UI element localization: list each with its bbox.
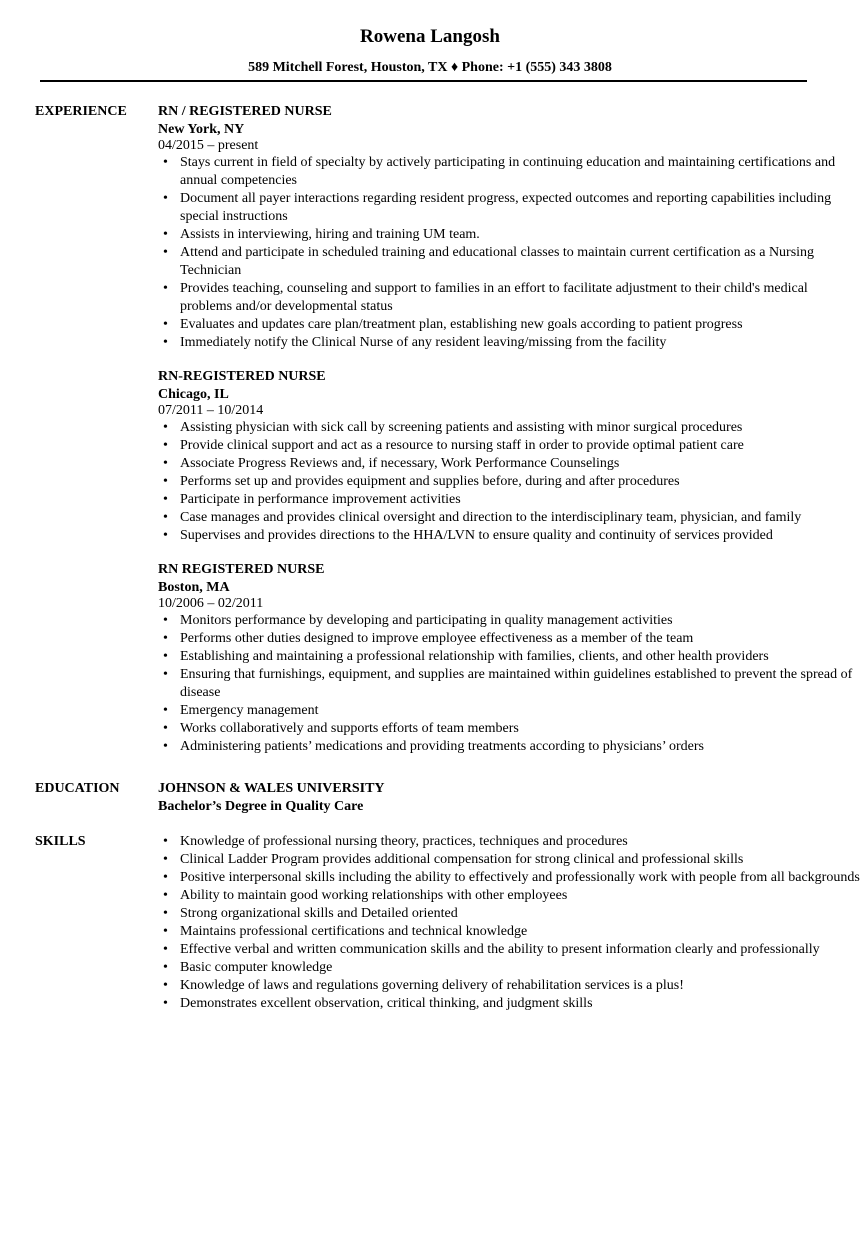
contact-line: 589 Mitchell Forest, Houston, TX ♦ Phone: +1 (555) 343 3808 bbox=[248, 60, 612, 75]
list-item: • Clinical Ladder Program provides additional compensation for strong clinical and professional skills bbox=[158, 851, 860, 869]
education-body bbox=[158, 780, 860, 815]
experience-section bbox=[0, 103, 860, 772]
job-dates: 07/2011 – 10/2014 bbox=[158, 403, 264, 418]
job-title: RN / REGISTERED NURSE bbox=[158, 104, 332, 119]
list-item: • Monitors performance by developing and participating in quality management activities bbox=[158, 612, 860, 630]
list-item: • Provides teaching, counseling and support to families in an effort to facilitate adjustment to their child's medical problems and/or developmental status bbox=[158, 280, 860, 316]
list-item: • Basic computer knowledge bbox=[158, 959, 860, 977]
list-item: • Establishing and maintaining a professional relationship with families, clients, and other health providers bbox=[158, 648, 860, 666]
job-location: New York, NY bbox=[158, 122, 245, 137]
list-item: • Attend and participate in scheduled training and educational classes to maintain current certification as a Nursing Technician bbox=[158, 244, 860, 280]
school-name: JOHNSON & WALES UNIVERSITY bbox=[158, 781, 385, 796]
job-bullets bbox=[158, 419, 860, 545]
skills-list bbox=[158, 833, 860, 1013]
job-dates: 04/2015 – present bbox=[158, 138, 259, 153]
list-item: • Evaluates and updates care plan/treatment plan, establishing new goals according to patient progress bbox=[158, 316, 860, 334]
list-item: • Strong organizational skills and Detailed oriented bbox=[158, 905, 860, 923]
job-entry bbox=[158, 561, 860, 756]
degree-name: Bachelor’s Degree in Quality Care bbox=[158, 799, 364, 814]
candidate-name: Rowena Langosh bbox=[360, 26, 500, 47]
experience-body bbox=[158, 103, 860, 772]
job-bullets bbox=[158, 154, 860, 352]
list-item: • Works collaboratively and supports efforts of team members bbox=[158, 720, 860, 738]
list-item: • Performs set up and provides equipment and supplies before, during and after procedures bbox=[158, 473, 860, 491]
job-bullets bbox=[158, 612, 860, 756]
list-item: • Ensuring that furnishings, equipment, and supplies are maintained within guidelines established to prevent the spread of disease bbox=[158, 666, 860, 702]
list-item: • Maintains professional certifications and technical knowledge bbox=[158, 923, 860, 941]
list-item: • Positive interpersonal skills including the ability to effectively and professionally work with people from all backgrounds bbox=[158, 869, 860, 887]
list-item: • Associate Progress Reviews and, if necessary, Work Performance Counselings bbox=[158, 455, 860, 473]
section-title-experience: EXPERIENCE bbox=[35, 104, 127, 119]
list-item: • Stays current in field of specialty by actively participating in continuing education and maintaining certifications and annual competencies bbox=[158, 154, 860, 190]
section-title-skills: SKILLS bbox=[35, 834, 86, 849]
list-item: • Demonstrates excellent observation, critical thinking, and judgment skills bbox=[158, 995, 860, 1013]
list-item: • Knowledge of laws and regulations governing delivery of rehabilitation services is a plus! bbox=[158, 977, 860, 995]
list-item: • Ability to maintain good working relationships with other employees bbox=[158, 887, 860, 905]
job-entry bbox=[158, 103, 860, 352]
list-item: • Emergency management bbox=[158, 702, 860, 720]
header-divider bbox=[40, 80, 807, 82]
list-item: • Administering patients’ medications and providing treatments according to physicians’ orders bbox=[158, 738, 860, 756]
job-entry bbox=[158, 368, 860, 545]
list-item: • Document all payer interactions regarding resident progress, expected outcomes and reporting capabilities including special instructions bbox=[158, 190, 860, 226]
list-item: • Performs other duties designed to improve employee effectiveness as a member of the team bbox=[158, 630, 860, 648]
job-location: Boston, MA bbox=[158, 580, 230, 595]
list-item: • Supervises and provides directions to the HHA/LVN to ensure quality and continuity of services provided bbox=[158, 527, 860, 545]
skills-body bbox=[158, 833, 860, 1013]
skills-section bbox=[0, 833, 860, 1013]
list-item: • Knowledge of professional nursing theory, practices, techniques and procedures bbox=[158, 833, 860, 851]
education-section bbox=[0, 780, 860, 815]
list-item: • Assisting physician with sick call by screening patients and assisting with minor surgical procedures bbox=[158, 419, 860, 437]
list-item: • Provide clinical support and act as a resource to nursing staff in order to provide optimal patient care bbox=[158, 437, 860, 455]
list-item: • Case manages and provides clinical oversight and direction to the interdisciplinary team, physician, and family bbox=[158, 509, 860, 527]
section-title-education: EDUCATION bbox=[35, 781, 120, 796]
resume-header bbox=[0, 25, 860, 82]
job-title: RN-REGISTERED NURSE bbox=[158, 369, 326, 384]
list-item: • Effective verbal and written communication skills and the ability to present information clearly and professionally bbox=[158, 941, 860, 959]
list-item: • Immediately notify the Clinical Nurse of any resident leaving/missing from the facility bbox=[158, 334, 860, 352]
list-item: • Participate in performance improvement activities bbox=[158, 491, 860, 509]
job-title: RN REGISTERED NURSE bbox=[158, 562, 325, 577]
job-dates: 10/2006 – 02/2011 bbox=[158, 596, 264, 611]
list-item: • Assists in interviewing, hiring and training UM team. bbox=[158, 226, 860, 244]
job-location: Chicago, IL bbox=[158, 387, 229, 402]
